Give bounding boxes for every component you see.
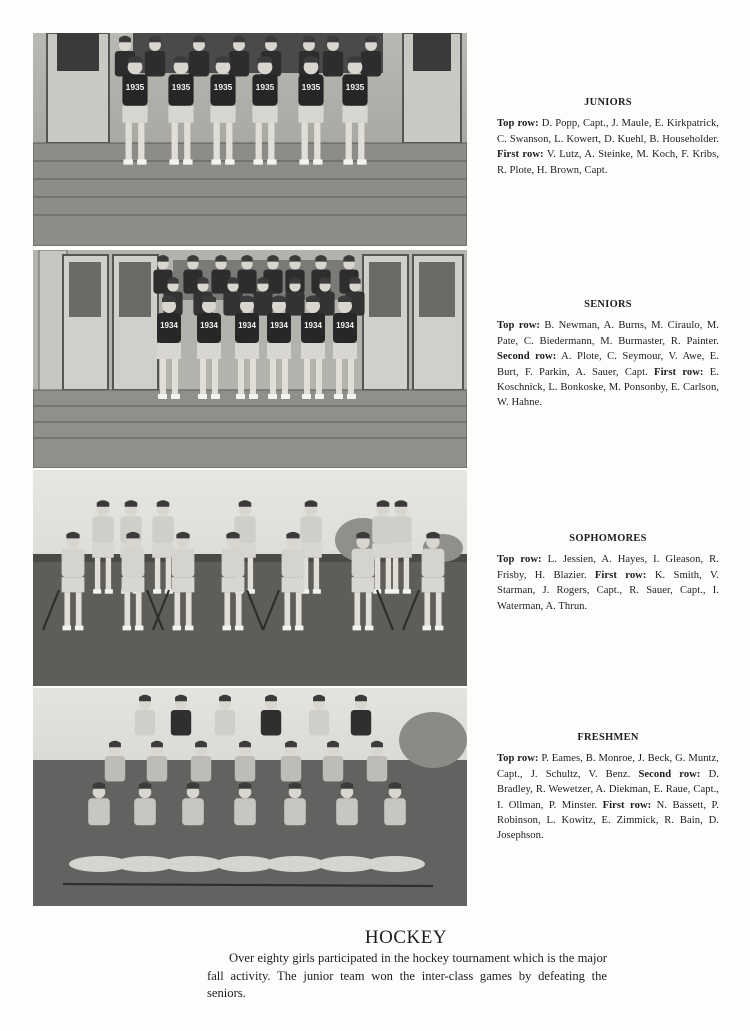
page-summary: Over eighty girls participated in the hockey tournament which is the major fall activity. The junior team won the inter-class games by defeating the seniors. [207, 951, 607, 1001]
sophomores-heading: SOPHOMORES [569, 533, 647, 544]
seniors-row-label: Top row: [497, 320, 541, 332]
juniors-photo-drawing [33, 33, 467, 246]
sophomores-roster [497, 552, 719, 614]
freshmen-roster [497, 751, 719, 843]
freshmen-row-label: Top row: [497, 753, 539, 765]
freshmen-caption [497, 730, 719, 844]
seniors-row-label: Second row: [497, 351, 557, 363]
juniors-heading: JUNIORS [584, 97, 632, 108]
seniors-row-names: A. Plote, C. Seymour, V. Awe, E. Burt, F. Parkin, A. Sauer, Capt. [497, 351, 719, 378]
freshmen-heading: FRESHMEN [577, 732, 639, 743]
seniors-row-names: E. Koschnick, L. Bonkoske, M. Ponsonby, E. Carlson, W. Hahne. [497, 366, 719, 409]
juniors-row-names: D. Popp, Capt., J. Maule, E. Kirkpatrick, C. Swanson, L. Kowert, D. Kuehl, B. Householder. [497, 118, 719, 145]
seniors-row-names: B. Newman, A. Burns, M. Ciraulo, M. Pate, C. Biedermann, M. Burmaster, R. Painter. [497, 320, 719, 347]
sweater-numeral: 1934 [238, 321, 256, 330]
crossed-legs [163, 856, 223, 872]
seniors-photo-drawing [33, 250, 467, 468]
freshmen-row-names: P. Eames, B. Monroe, J. Beck, G. Muntz, Capt., J. Schultz, V. Benz. [497, 753, 720, 780]
juniors-row-names: V. Lutz, A. Steinke, M. Koch, F. Kribs, R. Plote, H. Brown, Capt. [497, 149, 719, 176]
seniors-team-photo [33, 250, 467, 468]
juniors-roster [497, 116, 719, 178]
sophomores-team-photo [33, 470, 467, 686]
seniors-heading: SENIORS [584, 299, 632, 310]
sophomores-row-names: K. Smith, V. Starman, J. Rogers, Capt., R. Sauer, Capt., I. Waterman, A. Thrun. [497, 569, 720, 612]
sophomores-row-label: Top row: [497, 554, 542, 566]
crossed-legs [265, 856, 325, 872]
sweater-numeral: 1935 [171, 82, 191, 93]
juniors-row-label: First row: [497, 149, 544, 161]
sophomores-photo-drawing [33, 470, 467, 686]
juniors-row-label: Top row: [497, 118, 539, 130]
sweater-numeral: 1934 [304, 321, 322, 330]
sweater-numeral: 1935 [345, 82, 365, 93]
page-title: HOCKEY [364, 927, 448, 948]
seniors-caption [497, 297, 719, 411]
freshmen-row-label: Second row: [638, 768, 701, 780]
freshmen-row-names: N. Bassett, P. Robinson, L. Kowitz, E. Zimmick, R. Bain, D. Josephson. [497, 799, 720, 842]
juniors-team-photo [33, 33, 467, 246]
sweater-numeral: 1934 [270, 321, 288, 330]
sweater-numeral: 1935 [213, 82, 233, 93]
sophomores-row-names: L. Jessien, A. Hayes, I. Gleason, R. Frisby, H. Blazier. [497, 554, 719, 581]
sophomores-caption [497, 531, 719, 614]
sweater-numeral: 1934 [336, 321, 354, 330]
sweater-numeral: 1935 [255, 82, 275, 93]
crossed-legs [365, 856, 425, 872]
juniors-caption [497, 95, 719, 178]
sweater-numeral: 1935 [301, 82, 321, 93]
sophomores-row-label: First row: [594, 569, 647, 581]
freshmen-photo-drawing [33, 688, 467, 906]
sweater-numeral: 1934 [200, 321, 218, 330]
sweater-numeral: 1935 [125, 82, 145, 93]
freshmen-row-names: D. Bradley, R. Wewetzer, A. Diekman, E. Raue, Capt., I. Ollman, P. Minster. [497, 768, 720, 811]
sweater-numeral: 1934 [160, 321, 178, 330]
seniors-roster [497, 318, 719, 410]
seniors-row-label: First row: [654, 366, 704, 378]
freshmen-team-photo [33, 688, 467, 906]
freshmen-row-label: First row: [602, 799, 652, 811]
